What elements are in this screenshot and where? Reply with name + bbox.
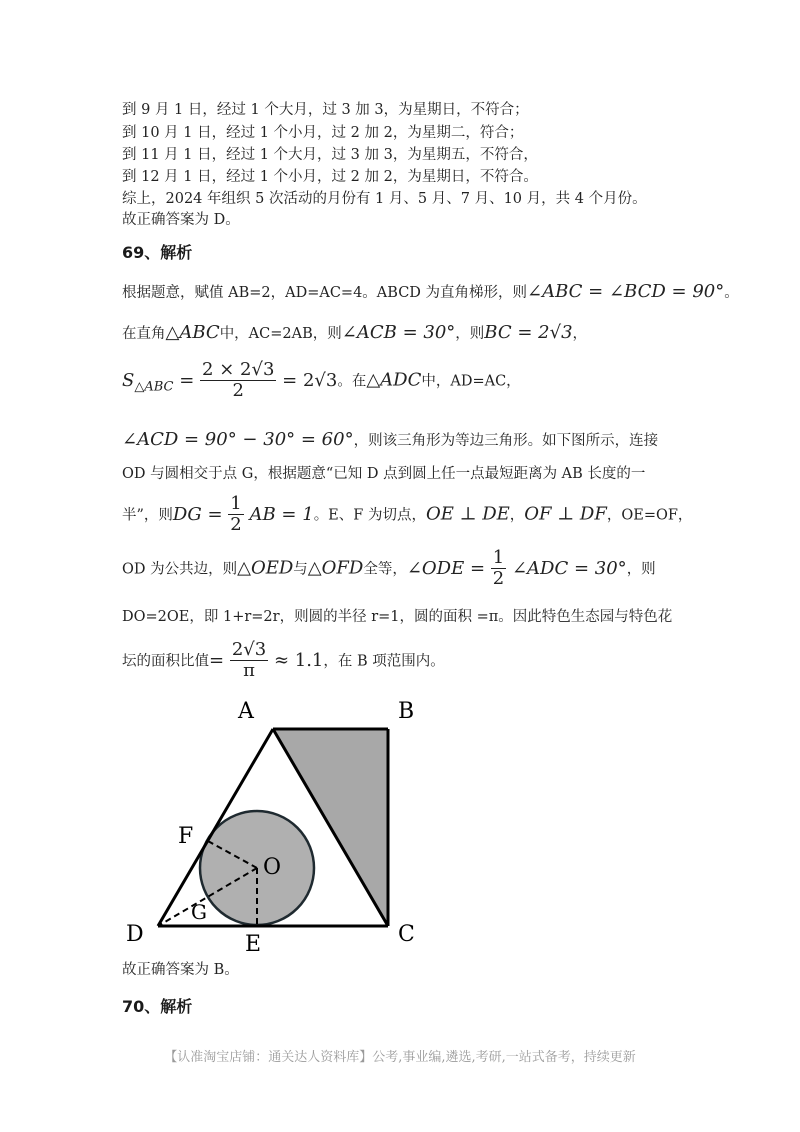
solution-line-9: [122, 640, 445, 681]
math-angle-equation: ∠ACD = 90° − 30° = 60°: [122, 429, 354, 450]
text-line: 到 9 月 1 日，经过 1 个大月，过 3 加 3，为星期日，不符合；: [122, 102, 529, 118]
geometry-figure: [120, 695, 430, 955]
math-angle-equation: ∠ABC = ∠BCD = 90°: [527, 281, 725, 302]
label-c: C: [398, 922, 415, 947]
label-d: D: [126, 922, 144, 947]
text-line: 到 12 月 1 日，经过 1 个小月，过 2 加 2，为星期日，不符合。: [122, 169, 538, 185]
text: 根据题意，赋值 AB=2，AD=AC=4。ABCD 为直角梯形，则: [122, 285, 528, 301]
text: ，则: [626, 561, 656, 578]
solution-line-7: [122, 548, 656, 589]
text: 全等，: [363, 561, 407, 578]
solution-line-3: [122, 360, 521, 401]
text: 在直角: [122, 326, 166, 342]
math-triangle: △ADC: [366, 369, 422, 391]
text: 。: [724, 285, 739, 301]
solution-line-5: OD 与圆相交于点 G，根据题意“已知 D 点到圆上任一点最短距离为 AB 长度的一: [122, 466, 646, 482]
text: 。E、F 为切点，: [313, 507, 426, 524]
text: OD 为公共边，则: [122, 561, 238, 578]
text: 坛的面积比值: [122, 653, 209, 670]
math-perpendicular: OE ⊥ DE: [425, 503, 510, 525]
section-heading-70: 70、解析: [122, 997, 193, 1016]
text: 中，AD=AC，: [421, 373, 521, 390]
text: 与: [293, 561, 308, 578]
label-a: A: [238, 699, 254, 724]
solution-line-6: [122, 494, 692, 535]
text: 中，AC=2AB，则: [219, 326, 342, 342]
solution-line-8: DO=2OE，即 1+r=2r，则圆的半径 r=1，圆的面积 =π。因此特色生态园与特色花: [122, 609, 673, 625]
section-heading-69: 69、解析: [122, 243, 193, 262]
math-triangle: △ABC: [165, 322, 220, 343]
math-dg: DG = $\frac{1}{2}$ AB = 1: [172, 493, 314, 535]
math-length: BC = 2√3: [484, 322, 573, 343]
math-triangle: △OED: [237, 557, 294, 579]
solution-line-4: [122, 430, 658, 451]
label-e: E: [245, 932, 262, 955]
math-ode: ∠ODE = $\frac{1}{2}$ ∠ADC = 30°: [406, 547, 627, 589]
text: ，则: [455, 326, 485, 342]
math-ratio: = $\frac{2√3}{\pi}$ ≈ 1.1: [209, 639, 324, 681]
solution-line-1: [122, 282, 739, 303]
text: ，则该三角形为等边三角形。如下图所示，连接: [353, 433, 659, 449]
text-line: 故正确答案为 D。: [122, 212, 240, 228]
text: ，OE=OF，: [606, 507, 693, 524]
footer-note: 【认准淘宝店铺：通关达人资料库】公考,事业编,遴选,考研,一站式备考，持续更新: [164, 1050, 636, 1065]
math-angle: ∠ACB = 30°: [341, 322, 456, 343]
text: 半”，则: [122, 507, 173, 524]
text: ，在 B 项范围内。: [323, 653, 445, 670]
label-g: G: [191, 900, 207, 924]
label-b: B: [398, 699, 415, 724]
answer-line-69: 故正确答案为 B。: [122, 962, 239, 978]
text: 。在: [337, 373, 367, 390]
label-o: O: [263, 855, 282, 880]
text-line: 到 10 月 1 日，经过 1 个小月，过 2 加 2，为星期二，符合；: [122, 125, 524, 141]
text-line: 综上，2024 年组织 5 次活动的月份有 1 月、5 月、7 月、10 月，共 4 个月份。: [122, 191, 647, 207]
text-line: 到 11 月 1 日，经过 1 个大月，过 3 加 3，为星期五，不符合，: [122, 147, 538, 163]
math-area: $S_{\triangle ABC}$ = $\frac{2 \times 2√3}{2}$ = 2√3: [122, 359, 338, 401]
text: ，: [572, 326, 588, 342]
solution-line-2: [122, 323, 587, 344]
text: ，: [509, 507, 525, 524]
label-f: F: [178, 824, 194, 849]
math-triangle: △OFD: [307, 557, 364, 579]
math-perpendicular: OF ⊥ DF: [524, 503, 607, 525]
